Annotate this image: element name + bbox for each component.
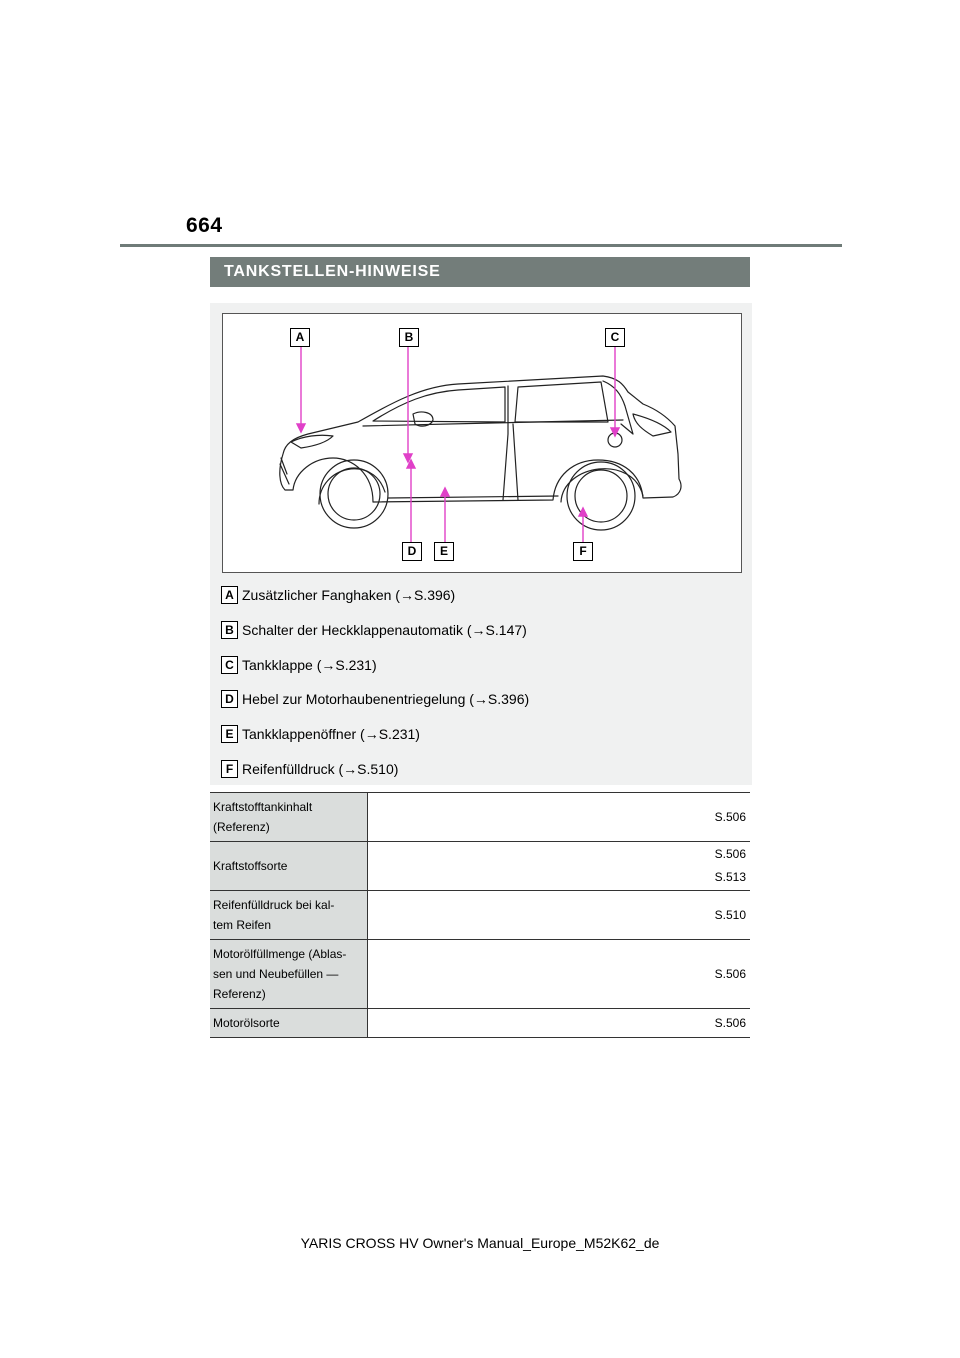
row-value: S.506 bbox=[368, 940, 751, 1009]
car-illustration bbox=[222, 313, 742, 573]
table-row bbox=[210, 940, 750, 1009]
legend-key: E bbox=[221, 725, 238, 743]
table-row bbox=[210, 842, 750, 891]
row-value: S.506 bbox=[368, 1009, 751, 1038]
legend-text: Tankklappenöffner (→S.231) bbox=[242, 726, 420, 742]
legend-key: F bbox=[221, 760, 238, 778]
page-footer: YARIS CROSS HV Owner's Manual_Europe_M52K62_de bbox=[300, 1235, 660, 1251]
legend-text: Tankklappe (→S.231) bbox=[242, 657, 377, 673]
table-row bbox=[210, 1009, 750, 1038]
door-line-rear bbox=[513, 424, 518, 500]
section-title: TANKSTELLEN-HINWEISE bbox=[210, 257, 750, 287]
rear-wheel bbox=[567, 462, 635, 530]
car-side-view-drawing bbox=[223, 314, 741, 572]
legend-text: Zusätzlicher Fanghaken (→S.396) bbox=[242, 587, 456, 603]
legend-key: C bbox=[221, 656, 238, 674]
callout-tag-e: E bbox=[434, 542, 454, 561]
row-value: S.510 bbox=[368, 891, 751, 940]
row-label: Motorölfüllmenge (Ablas- sen und Neubefüllen — Referenz) bbox=[210, 940, 368, 1009]
table-row bbox=[210, 793, 750, 842]
table-row bbox=[210, 891, 750, 940]
row-label: Kraftstofftankinhalt (Referenz) bbox=[210, 793, 368, 842]
car-body-outline bbox=[280, 376, 681, 502]
legend-key: B bbox=[221, 621, 238, 639]
callout-tag-b: B bbox=[399, 328, 419, 347]
legend-text: Hebel zur Motorhaubenentriegelung (→S.396) bbox=[242, 691, 530, 707]
c-pillar bbox=[603, 381, 633, 434]
spec-table bbox=[210, 792, 750, 1038]
header-rule bbox=[120, 244, 842, 247]
row-label: Reifenfülldruck bei kal- tem Reifen bbox=[210, 891, 368, 940]
legend-text: Schalter der Heckklappenautomatik (→S.147) bbox=[242, 622, 527, 638]
legend-key: D bbox=[221, 690, 238, 708]
callout-tag-f: F bbox=[573, 542, 593, 561]
rear-wheel-arch bbox=[561, 469, 643, 502]
rear-window bbox=[515, 382, 608, 422]
row-value: S.506 bbox=[368, 793, 751, 842]
callout-tag-d: D bbox=[402, 542, 422, 561]
callout-tag-a: A bbox=[290, 328, 310, 347]
side-sill bbox=[388, 496, 558, 498]
headlight bbox=[291, 435, 333, 448]
side-mirror bbox=[413, 412, 433, 426]
legend-key: A bbox=[221, 586, 238, 604]
legend-text: Reifenfülldruck (→S.510) bbox=[242, 761, 399, 777]
window-line bbox=[373, 387, 505, 422]
row-label: Motorölsorte bbox=[210, 1009, 368, 1038]
front-wheel bbox=[320, 460, 388, 528]
row-value: S.506 S.513 bbox=[368, 842, 751, 891]
row-label: Kraftstoffsorte bbox=[210, 842, 368, 891]
page-number: 664 bbox=[186, 214, 223, 237]
callout-tag-c: C bbox=[605, 328, 625, 347]
